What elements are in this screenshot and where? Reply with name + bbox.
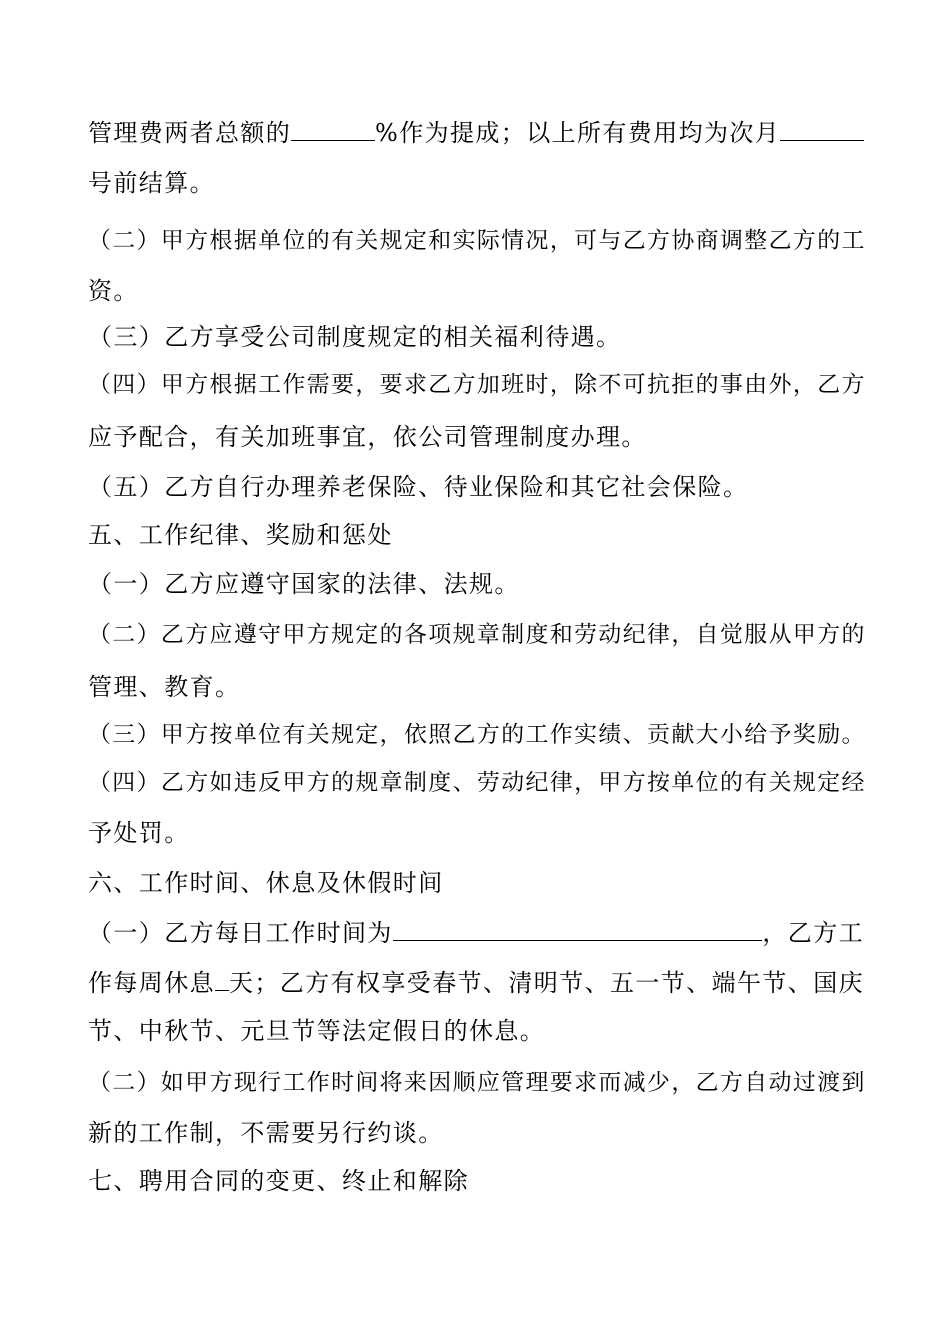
text-line: 应予配合，有关加班事宜，依公司管理制度办理。: [88, 423, 647, 451]
text-segment: ，乙方工: [762, 919, 864, 947]
text-segment: 管理费两者总额的: [88, 119, 292, 147]
text-segment: （一）乙方每日工作时间为: [88, 919, 393, 947]
text-line: 予处罚。: [88, 819, 190, 847]
fill-in-blank: [393, 918, 763, 941]
text-line: （三）甲方按单位有关规定，依照乙方的工作实绩、贡献大小给予奖励。: [88, 722, 866, 748]
text-line: （二）如甲方现行工作时间将来因顺应管理要求而减少，乙方自动过渡到: [88, 1070, 866, 1096]
text-line: [88, 968, 864, 998]
text-segment: 天；乙方有权享受春节、清明节、五一节、端午节、国庆: [229, 969, 864, 997]
text-line: （五）乙方自行办理养老保险、待业保险和其它社会保险。: [88, 473, 749, 501]
text-line: 号前结算。: [88, 169, 215, 197]
text-line: 节、中秋节、元旦节等法定假日的休息。: [88, 1017, 546, 1045]
fill-in-blank: [291, 118, 375, 141]
text-line: 管理、教育。: [88, 673, 241, 701]
text-line: [88, 118, 864, 148]
text-line: （二）甲方根据单位的有关规定和实际情况，可与乙方协商调整乙方的工: [88, 228, 866, 254]
section-heading: 七、聘用合同的变更、终止和解除: [88, 1167, 469, 1195]
text-line: 资。: [88, 277, 139, 305]
text-line: （一）乙方应遵守国家的法律、法规。: [88, 570, 520, 598]
text-line: 新的工作制，不需要另行约谈。: [88, 1119, 444, 1147]
text-line: （四）甲方根据工作需要，要求乙方加班时，除不可抗拒的事由外，乙方: [88, 372, 866, 398]
text-segment: %作为提成；以上所有费用均为次月: [374, 119, 781, 147]
section-heading: 五、工作纪律、奖励和惩处: [88, 521, 393, 549]
fill-in-blank: [780, 118, 864, 141]
text-line: （三）乙方享受公司制度规定的相关福利待遇。: [88, 323, 622, 351]
section-heading: 六、工作时间、休息及休假时间: [88, 869, 444, 897]
text-line: （四）乙方如违反甲方的规章制度、劳动纪律，甲方按单位的有关规定经: [88, 770, 866, 796]
text-line: （二）乙方应遵守甲方规定的各项规章制度和劳动纪律，自觉服从甲方的: [88, 622, 866, 648]
text-segment: 作每周休息: [88, 969, 215, 997]
text-line: [88, 918, 864, 948]
fill-in-blank: [215, 968, 229, 991]
